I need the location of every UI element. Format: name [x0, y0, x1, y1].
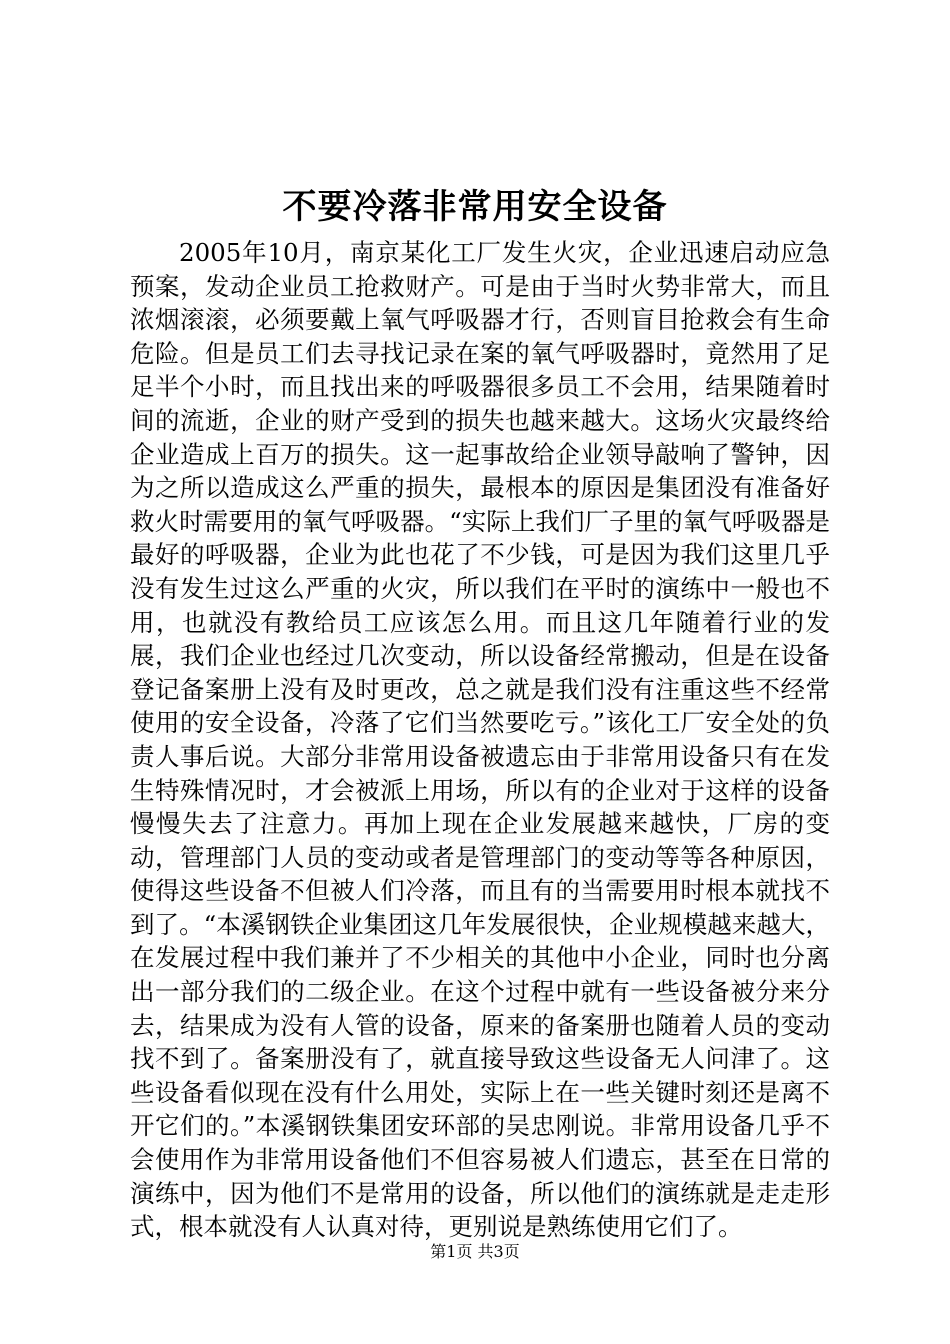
- document-title: 不要冷落非常用安全设备: [282, 187, 668, 227]
- body-paragraph: 2005年10月，南京某化工厂发生火灾，企业迅速启动应急预案，发动企业员工抢救财产。可是由于当时火势非常大，而且浓烟滚滚，必须要戴上氧气呼吸器才行，否则盲目抢救会有生命危险。但是员工们去寻找记录在案的氧气呼吸器时，竟然用了足足半个小时，而且找出来的呼吸器很多员工不会用，结果随着时间的流逝，企业的财产受到的损失也越来越大。这场火灾最终给企业造成上百万的损失。这一起事故给企业领导敲响了警钟，因为之所以造成这么严重的损失，最根本的原因是集团没有准备好救火时需要用的氧气呼吸器。“实际上我们厂子里的氧气呼吸器是最好的呼吸器，企业为此也花了不少钱，可是因为我们这里几乎没有发生过这么严重的火灾，所以我们在平时的演练中一般也不用，也就没有教给员工应该怎么用。而且这几年随着行业的发展，我们企业也经过几次变动，所以设备经常搬动，但是在设备登记备案册上没有及时更改，总之就是我们没有注重这些不经常使用的安全设备，冷落了它们当然要吃亏。”该化工厂安全处的负责人事后说。大部分非常用设备被遗忘由于非常用设备只有在发生特殊情况时，才会被派上用场，所以有的企业对于这样的设备慢慢失去了注意力。再加上现在企业发展越来越快，厂房的变动，管理部门人员的变动或者是管理部门的变动等等各种原因，使得这些设备不但被人们冷落，而且有的当需要用时根本就找不到了。“本溪钢铁企业集团这几年发展很快，企业规模越来越大，在发展过程中我们兼并了不少相关的其他中小企业，同时也分离出一部分我们的二级企业。在这个过程中就有一些设备被分来分去，结果成为没有人管的设备，原来的备案册也随着人员的变动找不到了。备案册没有了，就直接导致这些设备无人问津了。这些设备看似现在没有什么用处，实际上在一些关键时刻还是离不开它们的。”本溪钢铁集团安环部的吴忠刚说。非常用设备几乎不会使用作为非常用设备他们不但容易被人们遗忘，甚至在日常的演练中，因为他们不是常用的设备，所以他们的演练就是走走形式，根本就没有人认真对待，更别说是熟练使用它们了。: [130, 238, 830, 1242]
- page-footer: 第1页 共3页: [430, 1242, 520, 1261]
